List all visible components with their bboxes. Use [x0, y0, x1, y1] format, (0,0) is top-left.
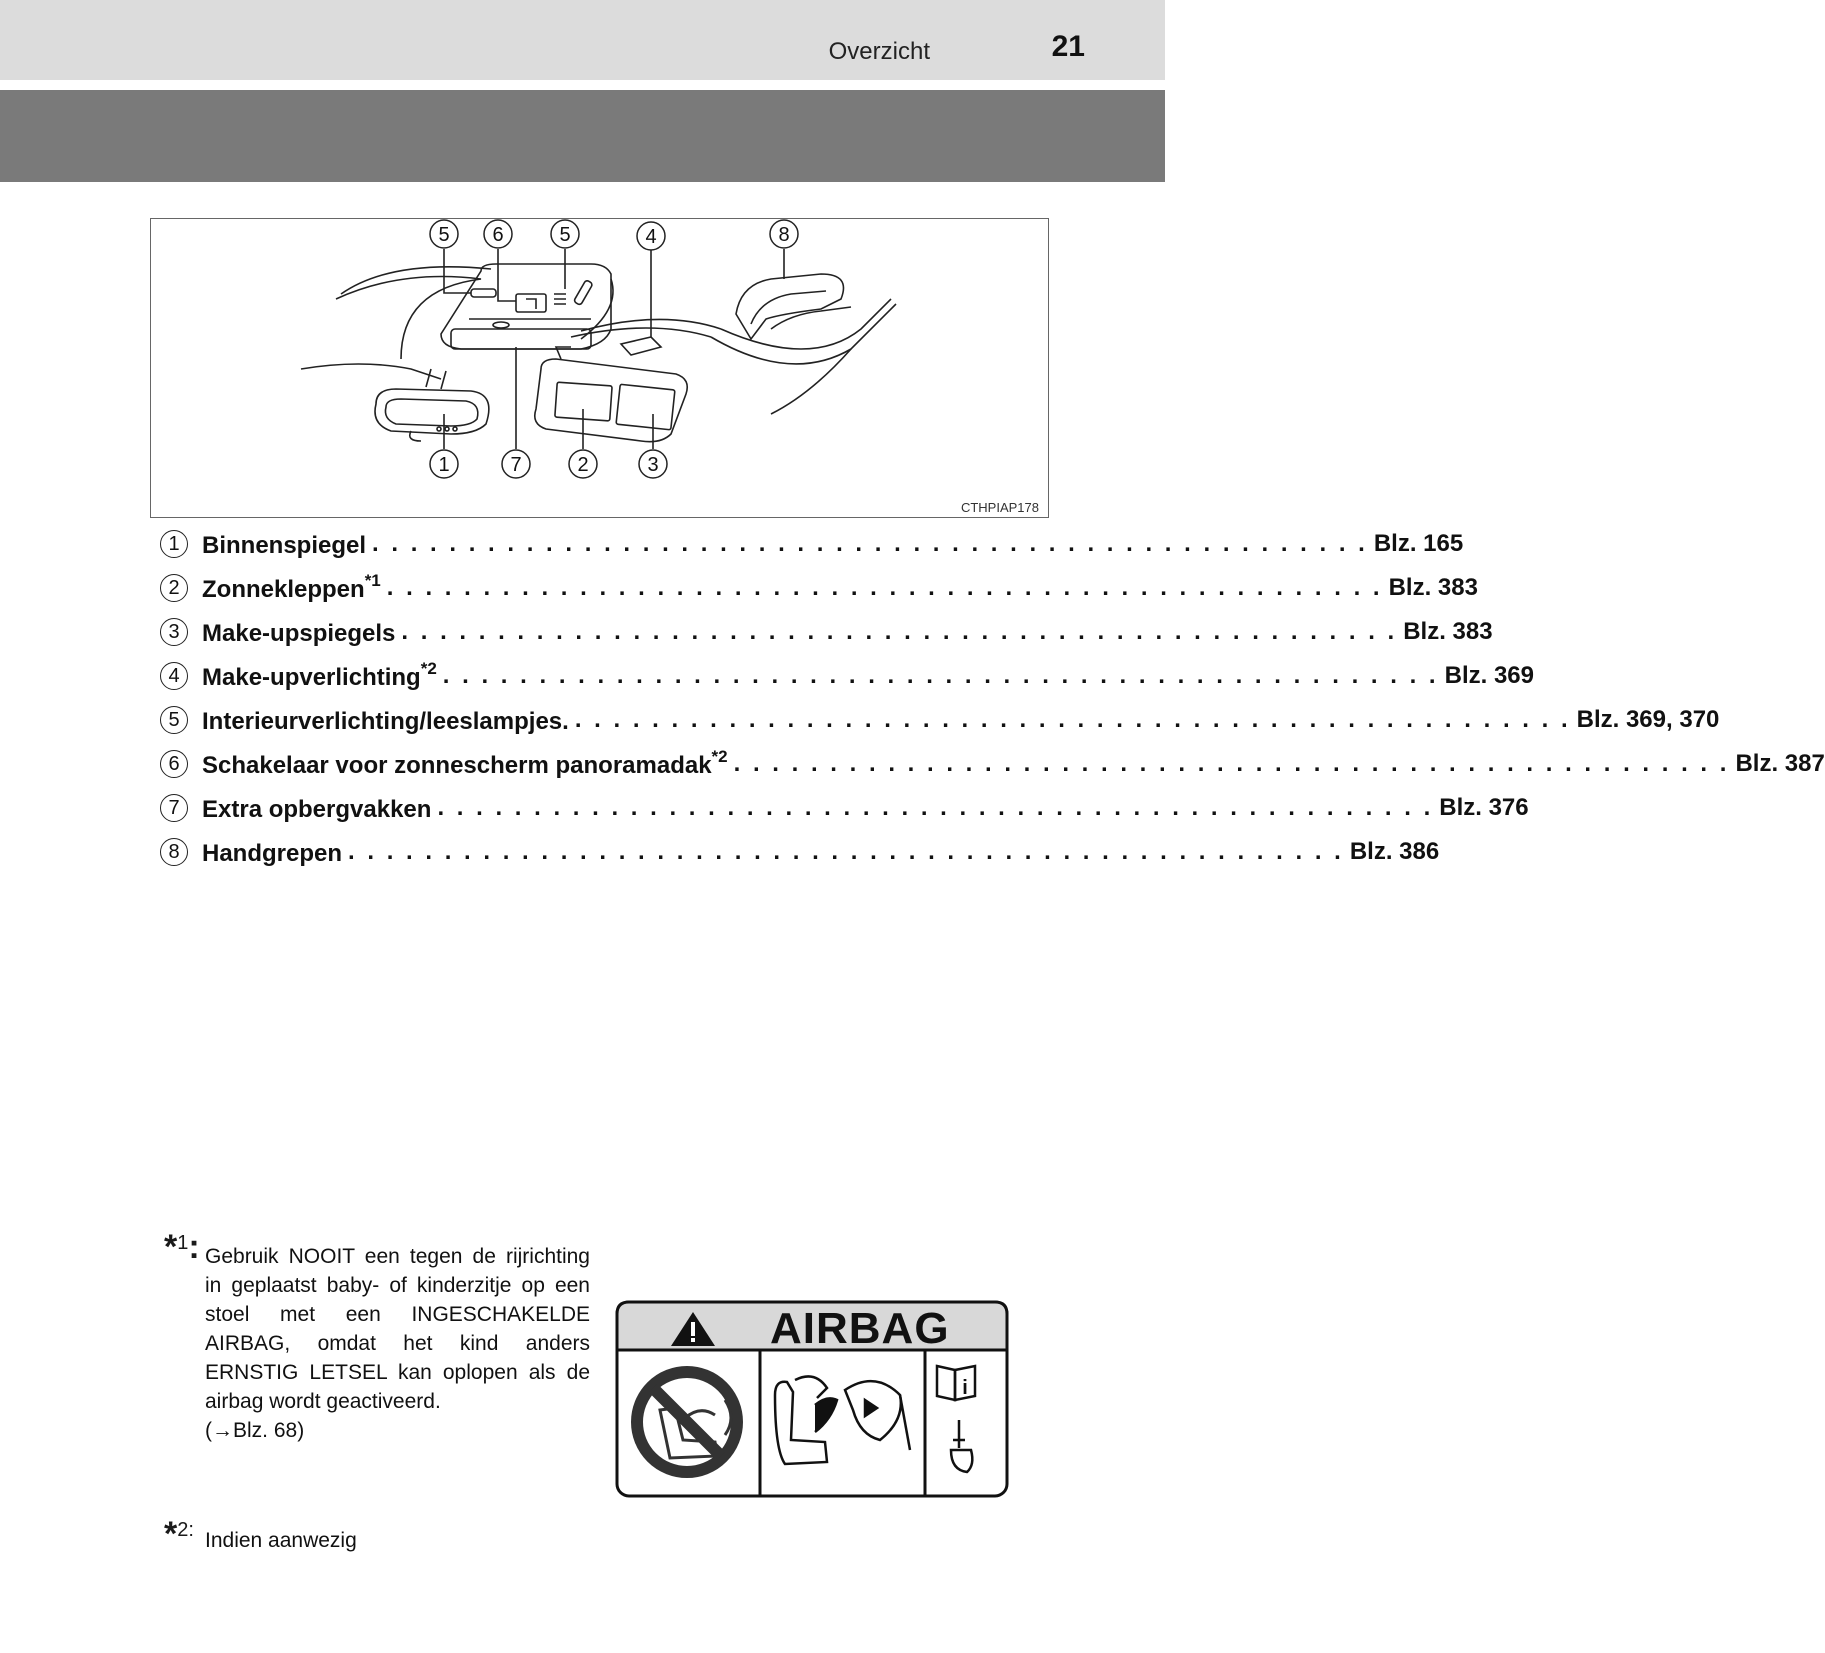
overhead-console-drawing — [151, 219, 1048, 517]
callout-label: 5 — [559, 224, 571, 246]
leader-dots: . . . . . . . . . . . . . . . . . . . . . . . . . . . . . . . . . . . . . . . . . . . . . . . . . . . . — [386, 574, 1383, 601]
item-label: Interieurverlichting/leeslampjes. — [202, 707, 569, 735]
leader-dots: . . . . . . . . . . . . . . . . . . . . . . . . . . . . . . . . . . . . . . . . . . . . . . . . . . . . — [574, 706, 1571, 733]
page-reference[interactable]: Blz. 369 — [1444, 662, 1534, 689]
svg-text:i: i — [962, 1377, 968, 1399]
item-label: Schakelaar voor zonnescherm panoramadak — [202, 751, 712, 779]
list-item — [160, 698, 1720, 742]
page-reference[interactable]: Blz. 386 — [1349, 838, 1440, 865]
page-reference[interactable]: Blz. 165 — [1373, 530, 1464, 557]
item-number: 4 — [160, 662, 188, 690]
footnote-1-marker: *1: — [164, 1228, 200, 1266]
callout-label: 7 — [510, 454, 522, 476]
callout-label: 8 — [778, 224, 790, 246]
page-reference[interactable]: Blz. 383 — [1403, 618, 1493, 645]
page-reference[interactable]: Blz. 376 — [1439, 794, 1529, 821]
item-label: Binnenspiegel — [202, 531, 367, 559]
page-reference[interactable]: Blz. 369, 370 — [1576, 706, 1720, 733]
callout-label: 1 — [438, 454, 450, 476]
item-number: 2 — [160, 574, 188, 602]
item-number: 8 — [160, 838, 188, 866]
callout-label: 2 — [577, 454, 589, 476]
callout-label: 6 — [492, 224, 504, 246]
leader-dots: . . . . . . . . . . . . . . . . . . . . . . . . . . . . . . . . . . . . . . . . . . . . . . . . . . . . — [348, 838, 1344, 865]
footnote-1-page-ref[interactable]: (→Blz. 68) — [205, 1419, 305, 1442]
section-title: Overzicht — [828, 38, 930, 65]
item-label: Handgrepen — [202, 839, 343, 867]
leader-dots: . . . . . . . . . . . . . . . . . . . . . . . . . . . . . . . . . . . . . . . . . . . . . . . . . . . . — [733, 750, 1730, 777]
list-item — [160, 566, 1478, 610]
header-band — [0, 0, 1165, 80]
item-label: Extra opbergvakken — [202, 795, 432, 823]
item-label: Zonnekleppen — [202, 575, 365, 603]
leader-dots: . . . . . . . . . . . . . . . . . . . . . . . . . . . . . . . . . . . . . . . . . . . . . . . . . . . . — [442, 662, 1439, 689]
item-footnote-ref: *2 — [420, 658, 437, 678]
list-item — [160, 742, 1825, 786]
list-item — [160, 522, 1464, 566]
airbag-title: AIRBAG — [770, 1304, 950, 1353]
item-footnote-ref: *1 — [364, 570, 381, 590]
overhead-console-illustration — [150, 218, 1049, 518]
page-reference[interactable]: Blz. 383 — [1388, 574, 1478, 601]
list-item — [160, 786, 1529, 830]
item-number: 7 — [160, 794, 188, 822]
item-footnote-ref: *2 — [711, 746, 728, 766]
leader-dots: . . . . . . . . . . . . . . . . . . . . . . . . . . . . . . . . . . . . . . . . . . . . . . . . . . . . — [437, 794, 1434, 821]
list-item — [160, 610, 1493, 654]
item-label: Make-upspiegels — [202, 619, 396, 647]
figure-code: CTHPIAP178 — [960, 500, 1039, 515]
list-item — [160, 654, 1534, 698]
leader-dots: . . . . . . . . . . . . . . . . . . . . . . . . . . . . . . . . . . . . . . . . . . . . . . . . . . . . — [401, 618, 1398, 645]
airbag-warning-label — [615, 1300, 1009, 1498]
item-number: 5 — [160, 706, 188, 734]
page-reference[interactable]: Blz. 387 — [1735, 750, 1825, 777]
callout-label: 4 — [645, 226, 657, 248]
list-item — [160, 830, 1440, 874]
footnote-1-body: Gebruik NOOIT een tegen de rijrichting in geplaatst baby- of kinderzitje op een stoel met een INGESCHAKELDE AIRBAG, omdat het kind anders ERNSTIG LETSEL kan oplopen als de airbag wordt geactiveerd. — [205, 1245, 590, 1413]
chapter-band — [0, 90, 1165, 182]
callout-label: 5 — [438, 224, 450, 246]
footnote-2-text: Indien aanwezig — [205, 1529, 357, 1552]
item-label: Make-upverlichting — [202, 663, 421, 691]
item-number: 1 — [160, 530, 188, 558]
item-number: 3 — [160, 618, 188, 646]
callout-label: 3 — [647, 454, 659, 476]
item-list — [160, 522, 1825, 874]
footnote-2-marker: *2: — [164, 1515, 194, 1553]
page-number: 21 — [1051, 30, 1085, 63]
item-number: 6 — [160, 750, 188, 778]
footnote-1-text — [205, 1242, 590, 1445]
leader-dots: . . . . . . . . . . . . . . . . . . . . . . . . . . . . . . . . . . . . . . . . . . . . . . . . . . . . — [372, 530, 1368, 557]
